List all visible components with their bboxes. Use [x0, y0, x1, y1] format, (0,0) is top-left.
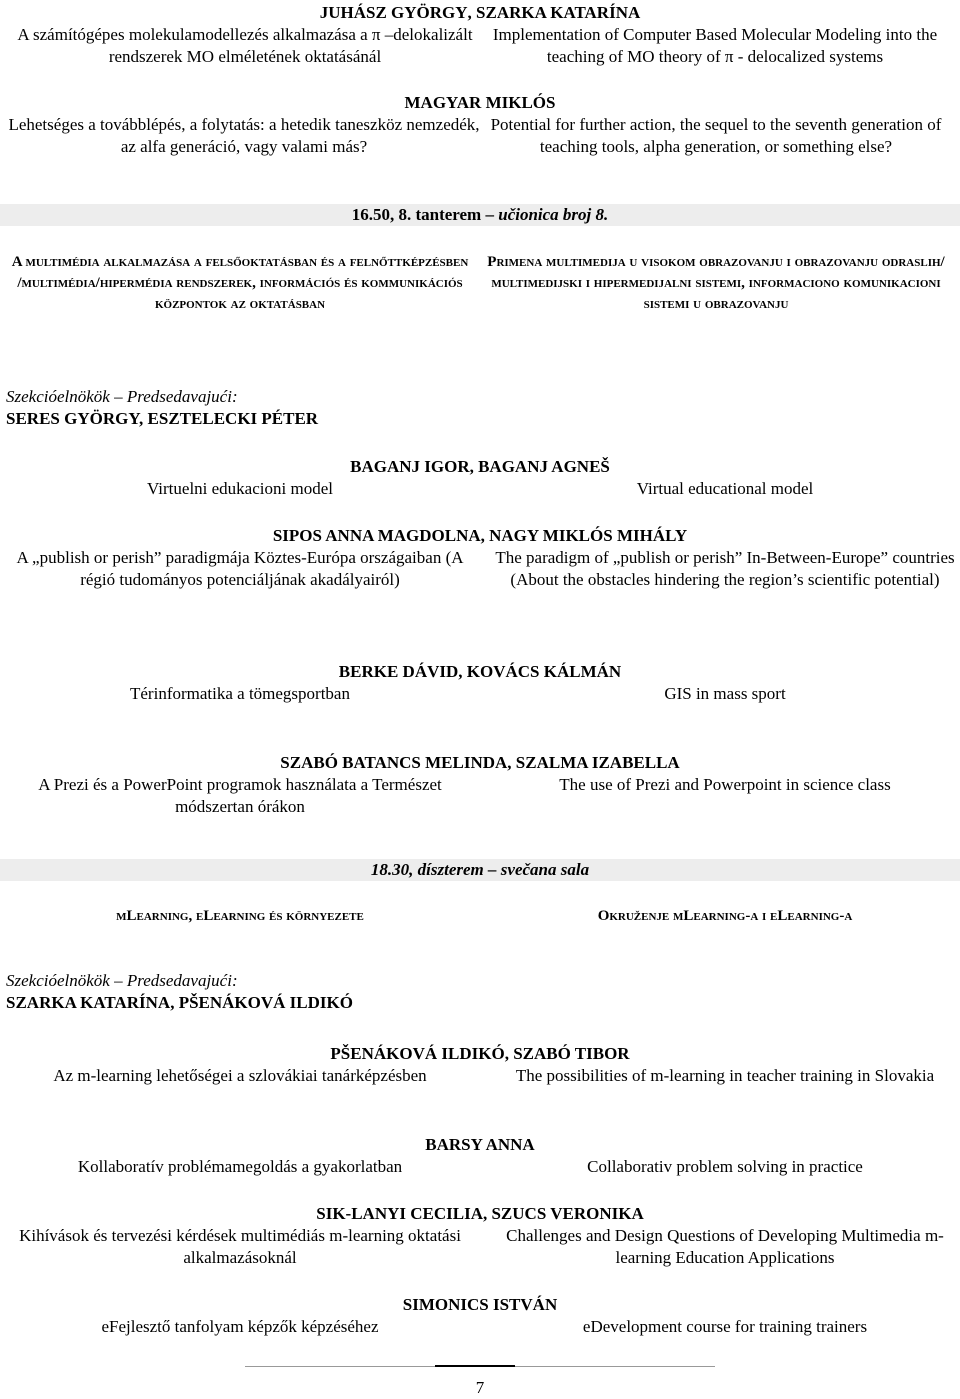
title-hu: A számítógépes molekulamodellezés alkalmazása a π –delokalizált rendszerek MO elméletének oktatásánál — [17, 25, 473, 66]
talk-title-hu: eFejlesztő tanfolyam képzők képzéséhez — [101, 1317, 379, 1336]
talk-authors: SIK-LANYI CECILIA, SZUCS VERONIKA — [316, 1204, 644, 1223]
chairs-label: Szekcióelnökök – Predsedavajući: — [6, 387, 238, 406]
entry-magyar — [0, 92, 960, 158]
talk-berke — [0, 661, 960, 705]
talk-sipos — [0, 525, 960, 591]
session-title-hu: A multimédia alkalmazása a felsőoktatásban és a felnőttképzésben /multimédia/hipermédia rendszerek, információs és kommunikációs központok az oktatásban — [11, 254, 469, 312]
talk-baganj — [0, 456, 960, 500]
talk-sik-lanyi — [0, 1203, 960, 1269]
talk-title-en: GIS in mass sport — [664, 684, 786, 703]
session-time-room: 18.30, díszterem – svečana sala — [0, 859, 960, 881]
session-time-room: 16.50, 8. tanterem – učionica broj 8. — [0, 204, 960, 226]
title-en: Implementation of Computer Based Molecular Modeling into the teaching of MO theory of π - delocalized systems — [492, 25, 938, 66]
talk-title-en: Challenges and Design Questions of Developing Multimedia m-learning Education Applications — [506, 1226, 944, 1267]
talk-simonics — [0, 1294, 960, 1338]
talk-szabo — [0, 752, 960, 818]
talk-title-en: Virtual educational model — [636, 479, 814, 498]
talk-authors: BARSY ANNA — [425, 1135, 535, 1154]
footer — [0, 1366, 960, 1399]
talk-authors: BAGANJ IGOR, BAGANJ AGNEŠ — [350, 457, 610, 476]
session-1-chairs — [0, 386, 960, 430]
session-2-chairs — [0, 970, 960, 1014]
title-en: Potential for further action, the sequel to the seventh generation of teaching tools, alpha generation, or something else? — [490, 115, 942, 156]
talk-title-hu: A „publish or perish” paradigmája Köztes-Európa országaiban (A régió tudományos potenciáljának akadályairól) — [16, 548, 464, 589]
entry-authors: MAGYAR MIKLÓS — [404, 93, 556, 112]
talk-barsy — [0, 1134, 960, 1178]
talk-authors: PŠENÁKOVÁ ILDIKÓ, SZABÓ TIBOR — [330, 1044, 630, 1063]
session-2-titles — [0, 906, 960, 927]
talk-title-hu: Kihívások és tervezési kérdések multimédiás m-learning oktatási alkalmazásoknál — [19, 1226, 461, 1267]
session-1-header — [0, 204, 960, 226]
session-title-sr: Primena multimedija u visokom obrazovanju i obrazovanju odraslih/ multimedijski i hipermedijalni sistemi, informaciono komunikacioni sistemi u obrazovanju — [487, 254, 945, 312]
talk-title-hu: Virtuelni edukacioni model — [147, 479, 333, 498]
talk-title-hu: A Prezi és a PowerPoint programok használata a Természet módszertan órákon — [38, 775, 442, 816]
author-1: JUHÁSZ GYÖRGY — [319, 3, 468, 22]
talk-title-hu: Térinformatika a tömegsportban — [130, 684, 350, 703]
talk-authors: BERKE DÁVID, KOVÁCS KÁLMÁN — [338, 662, 622, 681]
title-hu: Lehetséges a továbblépés, a folytatás: a hetedik taneszköz nemzedék, az alfa generáció, vagy valami más? — [8, 115, 480, 156]
talk-title-hu: Kollaboratív problémamegoldás a gyakorlatban — [77, 1157, 403, 1176]
chairs-label: Szekcióelnökök – Predsedavajući: — [6, 971, 238, 990]
talk-title-en: eDevelopment course for training trainers — [582, 1317, 868, 1336]
talk-title-en: Collaborativ problem solving in practice — [587, 1157, 863, 1176]
entry-authors: JUHÁSZ GYÖRGY, SZARKA KATARÍNA — [319, 3, 641, 22]
talk-title-en: The paradigm of „publish or perish” In-Between-Europe” countries (About the obstacles hindering the region’s scientific potential) — [495, 548, 955, 589]
session-2-header — [0, 859, 960, 881]
session-title-sr: Okruženje mLearning-a i eLearning-a — [597, 908, 853, 924]
author-2: SZARKA KATARÍNA — [476, 3, 641, 22]
talk-authors: SZABÓ BATANCS MELINDA, SZALMA IZABELLA — [280, 753, 680, 772]
talk-psenakova — [0, 1043, 960, 1087]
session-title-hu: mLearning, eLearning és környezete — [116, 908, 364, 924]
talk-authors: SIMONICS ISTVÁN — [402, 1295, 558, 1314]
talk-title-en: The use of Prezi and Powerpoint in science class — [559, 775, 891, 794]
footer-rule — [245, 1366, 715, 1367]
chairs-names: SZARKA KATARÍNA, PŠENÁKOVÁ ILDIKÓ — [6, 993, 353, 1012]
entry-juhasz — [0, 2, 960, 68]
chairs-names: SERES GYÖRGY, ESZTELECKI PÉTER — [6, 409, 319, 428]
talk-title-hu: Az m-learning lehetőségei a szlovákiai tanárképzésben — [53, 1066, 427, 1085]
page-number: 7 — [475, 1378, 485, 1397]
session-1-titles — [0, 252, 960, 315]
talk-authors: SIPOS ANNA MAGDOLNA, NAGY MIKLÓS MIHÁLY — [272, 526, 688, 545]
talk-title-en: The possibilities of m-learning in teacher training in Slovakia — [515, 1066, 935, 1085]
